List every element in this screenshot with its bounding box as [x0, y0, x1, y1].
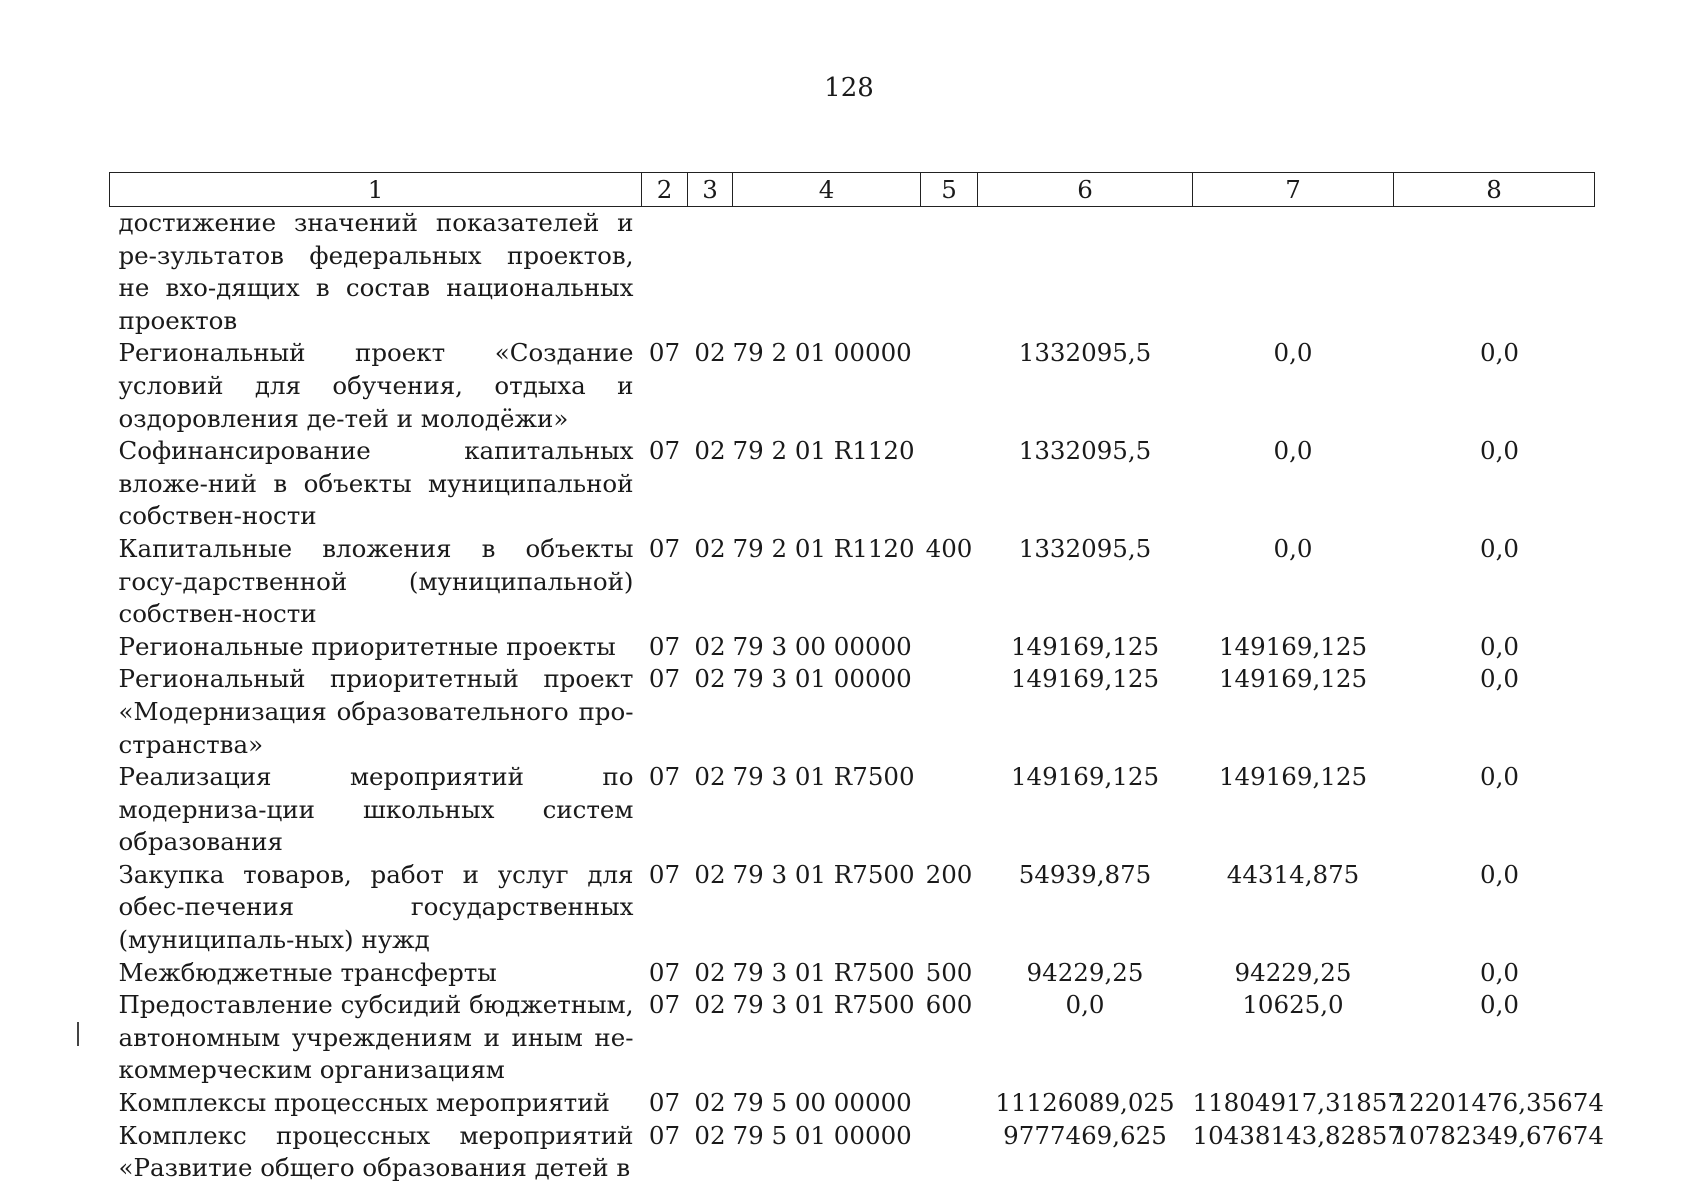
amount-value: 0,0 — [1480, 957, 1519, 987]
row-description: Капитальные вложения в объекты госу-дарственной (муниципальной) собствен-ности — [118, 533, 634, 629]
amount-value: 0,0 — [1480, 664, 1519, 694]
header-col-2: 2 — [642, 173, 688, 207]
row-expense-type — [921, 663, 978, 761]
row-amount-col7: 10438143,82857 — [1192, 1120, 1403, 1150]
row-target-article: 79 3 00 00000 — [732, 631, 912, 661]
row-amount-col7: 11804917,31857 — [1192, 1088, 1403, 1118]
row-target-article: 79 2 01 R1120 — [732, 533, 915, 563]
row-amount-col7: 10625,0 — [1242, 990, 1344, 1020]
header-col-4: 4 — [733, 173, 921, 207]
amount-value: 0,0 — [1480, 859, 1519, 889]
row-amount-col6: 9777469,625 — [1003, 1120, 1167, 1150]
row-target-article: 79 5 01 00000 — [732, 1120, 912, 1150]
row-expense-type — [921, 207, 978, 338]
margin-mark — [77, 1022, 79, 1046]
row-amount-col8 — [1394, 859, 1595, 957]
row-amount-col6: 149169,125 — [1010, 762, 1160, 792]
page-number: 128 — [824, 73, 874, 103]
amount-value: 0,0 — [1480, 631, 1519, 661]
row-expense-type: 500 — [925, 957, 973, 987]
row-section: 07 — [648, 859, 681, 889]
budget-table — [109, 172, 1604, 1185]
row-section: 07 — [648, 762, 681, 792]
row-expense-type — [921, 1120, 978, 1185]
row-amount-col6: 0,0 — [1065, 990, 1105, 1020]
row-amount-col8 — [1393, 1087, 1604, 1120]
row-expense-type — [921, 435, 978, 533]
row-amount-col8 — [1394, 337, 1595, 435]
row-target-article: 79 3 01 R7500 — [732, 762, 915, 792]
table-row — [110, 957, 1595, 990]
table-row — [110, 631, 1595, 664]
row-description: Комплексы процессных мероприятий — [118, 1088, 610, 1118]
table-row — [110, 533, 1595, 631]
row-expense-type — [921, 631, 978, 664]
row-amount-col8 — [1394, 989, 1595, 1087]
row-amount-col6: 149169,125 — [1010, 664, 1160, 694]
table-body — [110, 207, 1604, 1185]
row-amount-col7: 0,0 — [1273, 533, 1313, 563]
header-col-6: 6 — [978, 173, 1193, 207]
header-col-8: 8 — [1394, 173, 1595, 207]
row-amount-col6: 1332095,5 — [1018, 533, 1152, 563]
amount-value: 0,0 — [1480, 990, 1519, 1020]
row-section: 07 — [648, 338, 681, 368]
row-amount-col7: 0,0 — [1273, 436, 1313, 466]
header-col-3: 3 — [688, 173, 733, 207]
row-target-article — [733, 207, 921, 338]
row-description: Предоставление субсидий бюджетным, автономным учреждениям и иным не-коммерческим организациям — [118, 990, 634, 1085]
row-description: Реализация мероприятий по модерниза-ции школьных систем образования — [118, 762, 634, 857]
amount-value: 0,0 — [1480, 436, 1519, 466]
row-expense-type: 200 — [925, 859, 973, 889]
row-amount-col7: 44314,875 — [1226, 859, 1360, 889]
amount-value: 0,0 — [1480, 338, 1519, 368]
row-expense-type — [921, 1087, 978, 1120]
row-description: Межбюджетные трансферты — [118, 957, 497, 987]
header-col-7: 7 — [1193, 173, 1394, 207]
row-target-article: 79 2 01 R1120 — [732, 436, 915, 466]
table-row — [110, 663, 1595, 761]
row-target-article: 79 3 01 R7500 — [732, 990, 915, 1020]
header-row — [110, 173, 1595, 207]
row-amount-col7 — [1193, 207, 1394, 338]
row-amount-col8 — [1394, 957, 1595, 990]
row-amount-col6: 1332095,5 — [1018, 338, 1152, 368]
row-description: Софинансирование капитальных вложе-ний в объекты муниципальной собствен-ности — [118, 436, 634, 531]
row-subsection: 02 — [694, 664, 726, 694]
row-section: 07 — [648, 631, 681, 661]
row-amount-col7: 0,0 — [1273, 338, 1313, 368]
row-description: Региональный приоритетный проект «Модернизация образовательного про-странства» — [118, 664, 634, 759]
header-col-1: 1 — [110, 173, 642, 207]
row-subsection: 02 — [694, 436, 726, 466]
row-section: 07 — [648, 664, 681, 694]
row-subsection: 02 — [694, 990, 726, 1020]
table-row — [110, 337, 1595, 435]
row-section: 07 — [648, 1120, 681, 1150]
row-section: 07 — [648, 533, 681, 563]
row-amount-col7: 149169,125 — [1218, 664, 1368, 694]
row-target-article: 79 2 01 00000 — [732, 338, 912, 368]
row-amount-col8 — [1394, 533, 1595, 631]
row-expense-type: 600 — [925, 990, 973, 1020]
table-row — [110, 207, 1595, 338]
amount-value: 10782349,67674 — [1393, 1120, 1604, 1150]
table-row — [110, 989, 1595, 1087]
row-description: Комплекс процессных мероприятий «Развитие общего образования детей в — [118, 1120, 634, 1183]
row-amount-col6: 149169,125 — [1010, 631, 1160, 661]
table-row — [110, 435, 1595, 533]
row-amount-col8 — [1394, 761, 1595, 859]
row-section — [642, 207, 688, 338]
row-amount-col6: 94229,25 — [1026, 957, 1144, 987]
row-expense-type — [921, 761, 978, 859]
row-description: Региональный проект «Создание условий для обучения, отдыха и оздоровления де-тей и молодёжи» — [118, 338, 634, 433]
row-amount-col8 — [1393, 1120, 1604, 1185]
row-amount-col7: 149169,125 — [1218, 762, 1368, 792]
row-amount-col7: 94229,25 — [1234, 957, 1352, 987]
row-description: Закупка товаров, работ и услуг для обес-печения государственных (муниципаль-ных) нужд — [118, 859, 634, 955]
row-expense-type: 400 — [925, 533, 973, 563]
amount-value: 0,0 — [1480, 762, 1519, 792]
header-col-5: 5 — [921, 173, 978, 207]
row-subsection: 02 — [694, 1088, 726, 1118]
table-row — [110, 761, 1595, 859]
row-section: 07 — [648, 1088, 681, 1118]
row-subsection: 02 — [694, 1120, 726, 1150]
amount-value: 0,0 — [1480, 533, 1519, 563]
row-amount-col8 — [1394, 207, 1595, 338]
row-subsection — [688, 207, 733, 338]
table-row — [110, 1120, 1595, 1185]
row-section: 07 — [648, 957, 681, 987]
row-target-article: 79 5 00 00000 — [732, 1088, 912, 1118]
row-subsection: 02 — [694, 762, 726, 792]
row-expense-type — [921, 337, 978, 435]
row-section: 07 — [648, 436, 681, 466]
row-subsection: 02 — [694, 338, 726, 368]
row-subsection: 02 — [694, 957, 726, 987]
row-description: достижение значений показателей и ре-зультатов федеральных проектов, не вхо-дящих в состав национальных проектов — [118, 208, 634, 335]
row-section: 07 — [648, 990, 681, 1020]
row-amount-col7: 149169,125 — [1218, 631, 1368, 661]
row-description: Региональные приоритетные проекты — [118, 631, 616, 661]
row-target-article: 79 3 01 00000 — [732, 664, 912, 694]
row-amount-col8 — [1394, 631, 1595, 664]
row-amount-col8 — [1394, 435, 1595, 533]
row-amount-col6 — [978, 207, 1193, 338]
row-amount-col6: 54939,875 — [1018, 859, 1152, 889]
table-row — [110, 859, 1595, 957]
row-amount-col6: 11126089,025 — [995, 1088, 1175, 1118]
amount-value: 12201476,35674 — [1393, 1088, 1604, 1118]
row-subsection: 02 — [694, 533, 726, 563]
row-amount-col6: 1332095,5 — [1018, 436, 1152, 466]
row-target-article: 79 3 01 R7500 — [732, 859, 915, 889]
table-row — [110, 1087, 1595, 1120]
row-target-article: 79 3 01 R7500 — [732, 957, 915, 987]
row-amount-col8 — [1394, 663, 1595, 761]
row-subsection: 02 — [694, 631, 726, 661]
row-subsection: 02 — [694, 859, 726, 889]
